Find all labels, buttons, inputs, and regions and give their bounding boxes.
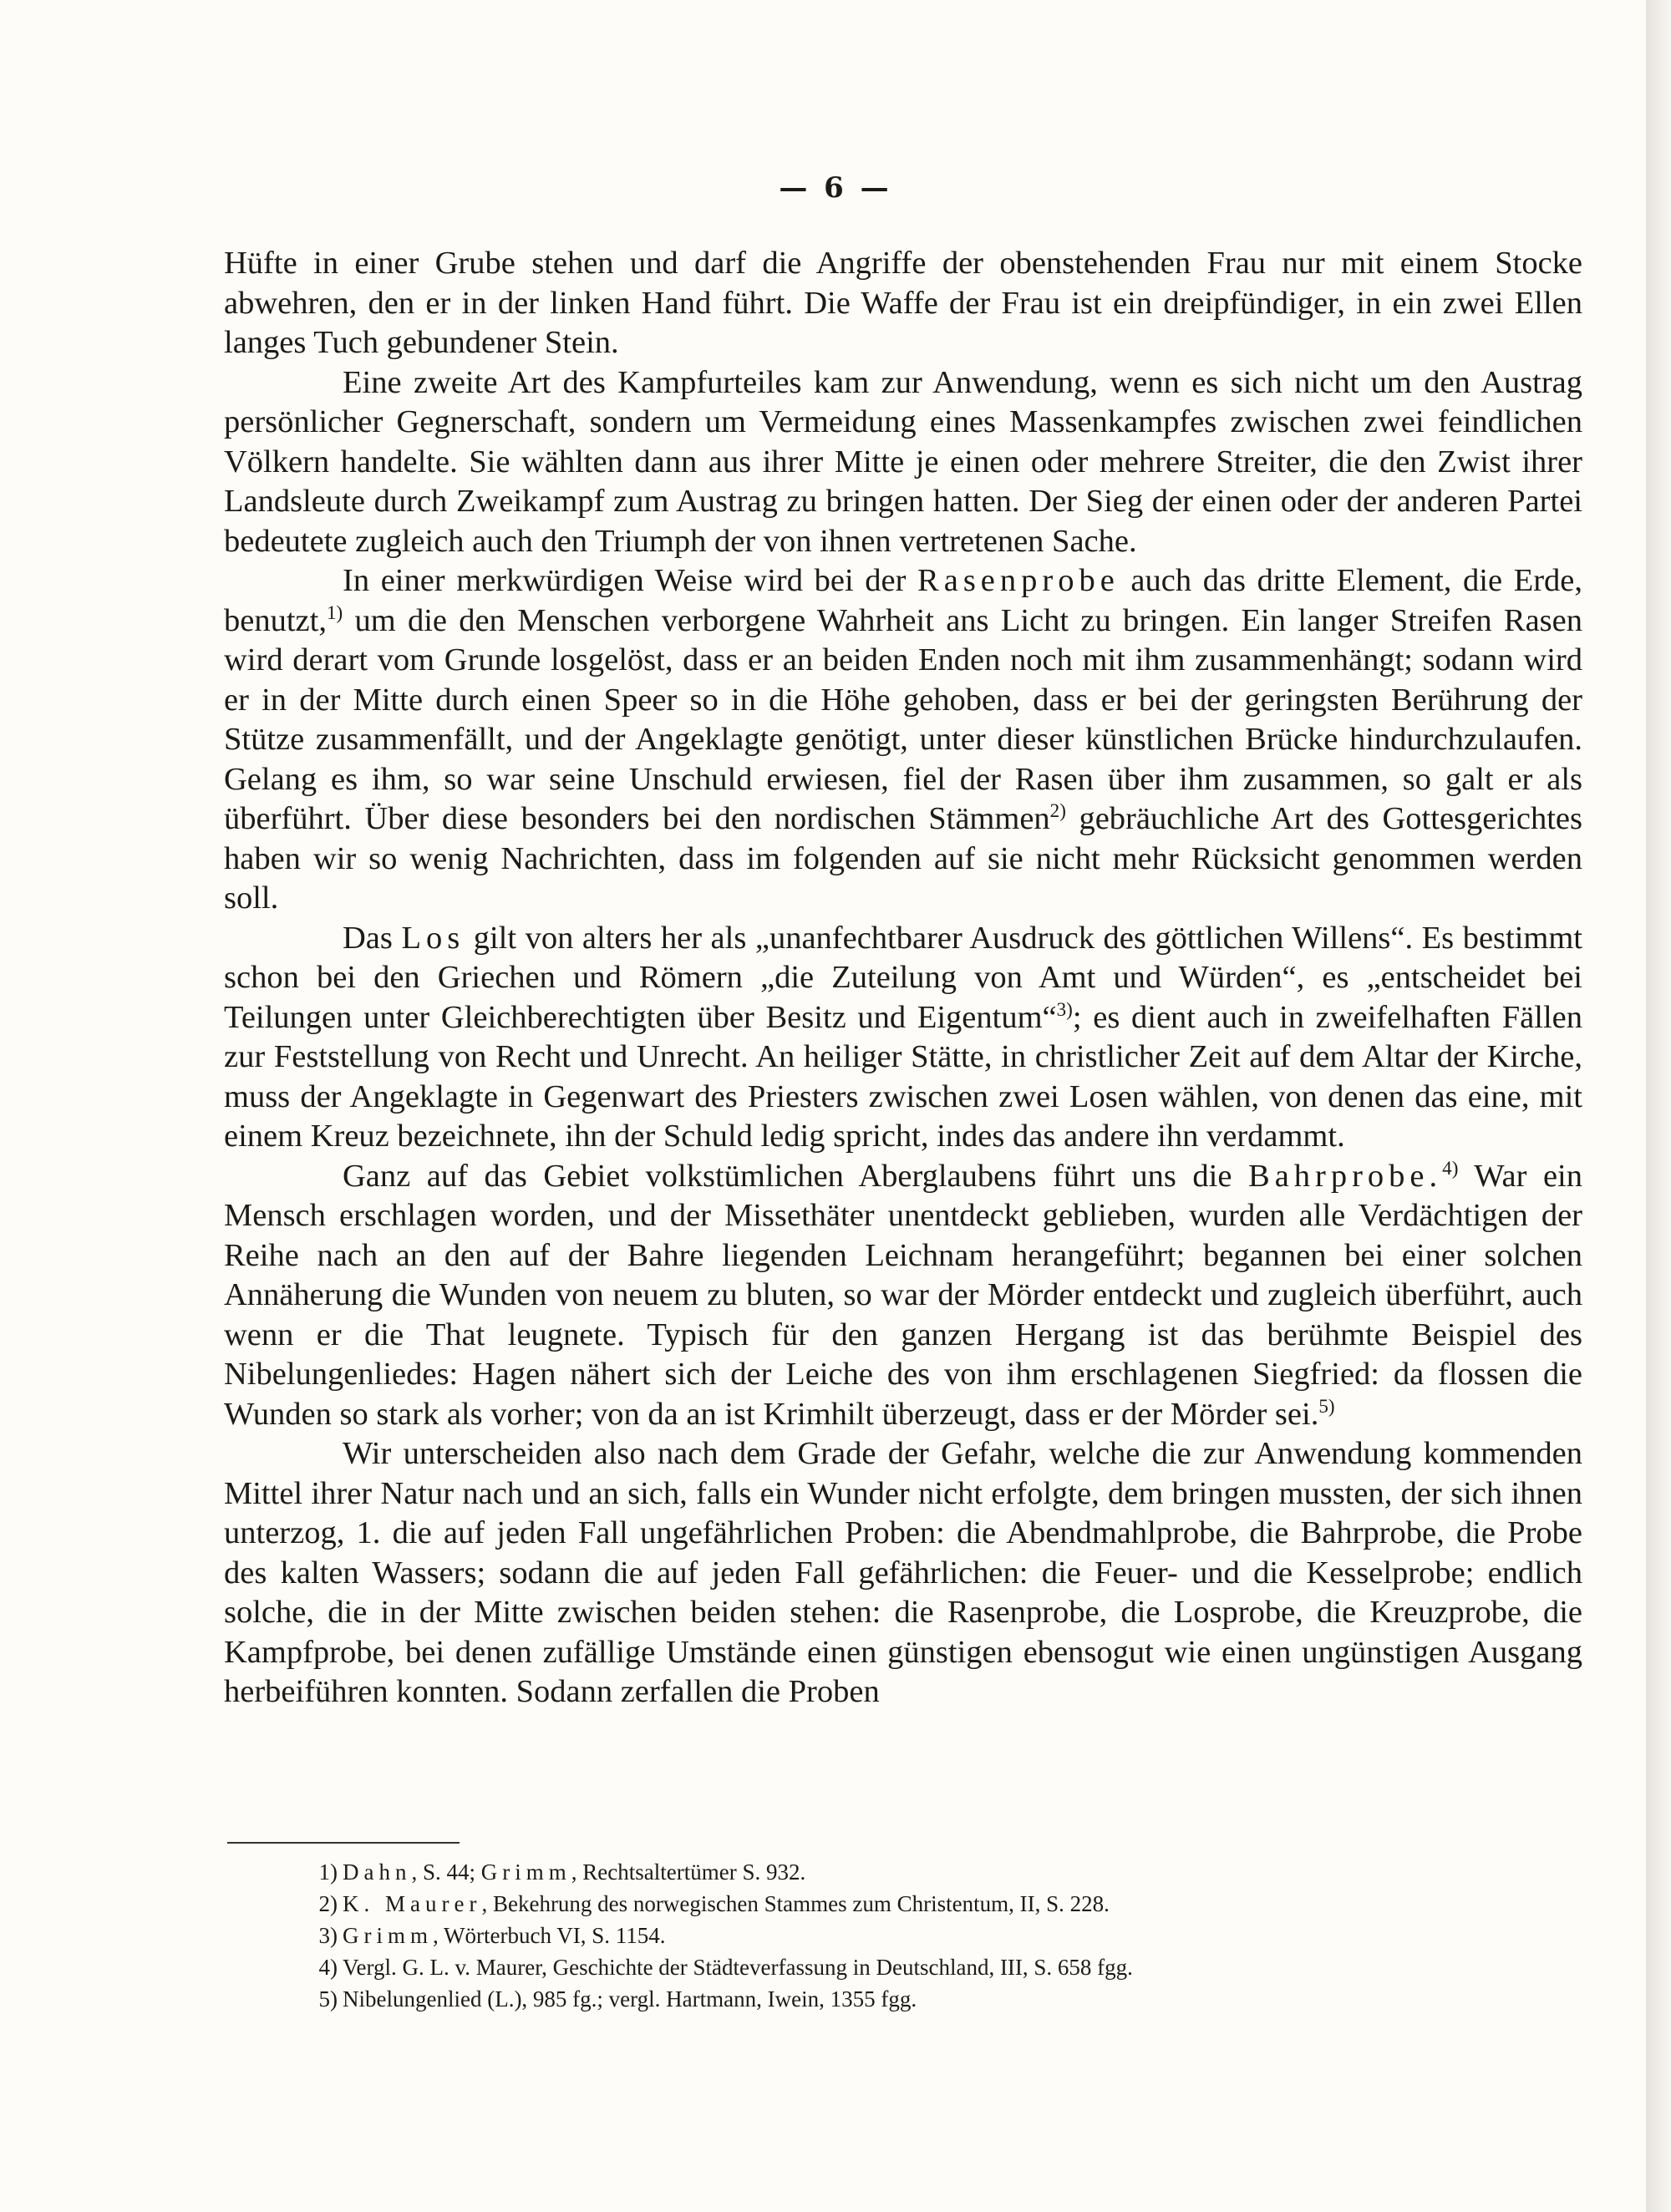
- text-run: ; es dient auch in zweifelhaften Fällen zur Feststellung von Recht und Unrecht. An heiliger Stätte, in christlicher Zeit auf dem Altar der Kirche, muss der Angeklagte in Gegenwart des Priesters zwischen zwei Losen wählen, von denen das eine, mit einem Kreuz bezeichnete, ihn der Schuld ledig spricht, indes das andere ihn verdammt.: [224, 999, 1582, 1154]
- text-run: Vergl. G. L. v. Maurer, Geschichte der Städteverfassung in Deutschland, III, S. 658 fgg.: [343, 1955, 1133, 1980]
- paragraph: [224, 1157, 1582, 1435]
- text-run: gilt von alters her als „unanfechtbarer Ausdruck des göttlichen Willens“. Es bestimmt schon bei den Griechen und Römern „die Zuteilung von Amt und Würden“, es „entscheidet bei Teilungen unter Gleichberechtigten über Besitz und Eigentum“: [224, 920, 1583, 1035]
- footnote: [307, 1983, 1394, 2015]
- emphasized-term: Dahn: [343, 1859, 412, 1885]
- paragraph: [224, 919, 1582, 1157]
- paragraph: [224, 244, 1582, 363]
- body-text: [224, 244, 1582, 1712]
- text-run: War ein Mensch erschlagen worden, und der Missethäter unentdeckt geblieben, wurden alle Verdächtigen der Reihe nach an den auf der Bahre liegenden Leichnam herangeführt; begannen bei einer solchen Annäherung die Wunden von neuem zu bluten, so war der Mörder entdeckt und zugleich überführt, auch wenn er die That leugnete. Typisch für den ganzen Hergang ist das berühmte Beispiel des Nibelungenliedes: Hagen nähert sich der Leiche des von ihm erschlagenen Siegfried: da flossen die Wunden so stark als vorher; von da an ist Krimhilt überzeugt, dass er der Mörder sei.: [224, 1158, 1582, 1432]
- emphasized-term: Grimm: [480, 1859, 571, 1885]
- paragraph: [224, 561, 1582, 919]
- text-run: Hüfte in einer Grube stehen und darf die Angriffe der obenstehenden Frau nur mit einem Stocke abwehren, den er in der linken Hand führt. Die Waffe der Frau ist ein dreipfündiger, in ein zwei Ellen langes Tuch gebundener Stein.: [224, 246, 1582, 360]
- text-run: Das: [343, 920, 402, 956]
- text-run: , Wörterbuch VI, S. 1154.: [433, 1923, 666, 1948]
- text-run: , Bekehrung des norwegischen Stammes zum Christentum, II, S. 228.: [481, 1891, 1110, 1916]
- footnote: [307, 1856, 1394, 1888]
- footnotes: [307, 1856, 1394, 2015]
- footnote-mark: 3): [318, 1923, 338, 1948]
- text-run: Nibelungenlied (L.), 985 fg.; vergl. Hartmann, Iwein, 1355 fgg.: [343, 1986, 917, 2012]
- footnote-mark: 5): [318, 1986, 338, 2012]
- emphasized-term: Bahrprobe.: [1248, 1158, 1443, 1194]
- page-number: — 6 —: [779, 171, 892, 205]
- footnote-reference: 3): [1056, 997, 1073, 1020]
- footnote-reference: 2): [1049, 799, 1066, 822]
- footnote-reference: 1): [326, 601, 343, 623]
- footnote: [307, 1951, 1394, 1983]
- footnote-mark: 4): [318, 1955, 338, 1980]
- footnote-reference: 4): [1442, 1156, 1459, 1179]
- footnote: [307, 1888, 1394, 1920]
- text-run: Eine zweite Art des Kampfurteiles kam zur Anwendung, wenn es sich nicht um den Austrag persönlicher Gegnerschaft, sondern um Vermeidung eines Massenkampfes zwischen zwei feindlichen Völkern handelte. Sie wählten dann aus ihrer Mitte je einen oder mehrere Streiter, die den Zwist ihrer Landsleute durch Zweikampf zum Austrag zu bringen hatten. Der Sieg der einen oder der anderen Partei bedeutete zugleich auch den Triumph der von ihnen vertretenen Sache.: [224, 364, 1582, 559]
- text-run: um die den Menschen verborgene Wahrheit ans Licht zu bringen. Ein langer Streifen Rasen wird derart vom Grunde losgelöst, dass er an beiden Enden noch mit ihm zusammenhängt; sodann wird er in der Mitte durch einen Speer so in die Höhe gehoben, dass er bei der geringsten Berührung der Stütze zusammenfällt, und der Angeklagte genötigt, unter dieser künstlichen Brücke hindurchzulaufen. Gelang es ihm, so war seine Unschuld erwiesen, fiel der Rasen über ihm zusammen, so galt er als überführt. Über diese besonders bei den nordischen Stämmen: [224, 602, 1582, 836]
- emphasized-term: Rasenprobe: [917, 563, 1120, 598]
- paragraph: [224, 1434, 1582, 1712]
- text-run: In einer merkwürdigen Weise wird bei der: [343, 563, 918, 598]
- text-run: , S. 44;: [411, 1859, 481, 1885]
- paragraph: [224, 363, 1582, 562]
- footnote-separator: [227, 1842, 460, 1844]
- emphasized-term: Grimm: [343, 1923, 433, 1948]
- text-run: auch das dritte Element, die Erde, benutzt,: [224, 563, 1582, 638]
- text-run: gebräuchliche Art des Gottesgerichtes haben wir so wenig Nachrichten, dass im folgenden auf sie nicht mehr Rücksicht genommen werden soll.: [224, 801, 1582, 916]
- emphasized-term: K. Maurer: [343, 1891, 482, 1916]
- footnote-mark: 2): [318, 1891, 338, 1916]
- text-run: Ganz auf das Gebiet volkstümlichen Aberglaubens führt uns die: [343, 1158, 1249, 1194]
- text-run: , Rechtsaltertümer S. 932.: [571, 1859, 806, 1885]
- footnote-reference: 5): [1318, 1394, 1335, 1417]
- footnote-mark: 1): [318, 1859, 338, 1885]
- footnote: [307, 1920, 1394, 1951]
- emphasized-term: Los: [401, 920, 465, 956]
- page-edge: [1646, 0, 1671, 2212]
- text-run: Wir unterscheiden also nach dem Grade der Gefahr, welche die zur Anwendung kommenden Mittel ihrer Natur nach und an sich, falls ein Wunder nicht erfolgte, dem bringen mussten, der sich ihnen unterzog, 1. die auf jeden Fall ungefährlichen Proben: die Abendmahlprobe, die Bahrprobe, die Probe des kalten Wassers; sodann die auf jeden Fall gefährlichen: die Feuer- und die Kesselprobe; endlich solche, die in der Mitte zwischen beiden stehen: die Rasenprobe, die Losprobe, die Kreuzprobe, die Kampfprobe, bei denen zufällige Umstände einen günstigen ebensogut wie einen ungünstigen Ausgang herbeiführen konnten. Sodann zerfallen die Proben: [224, 1436, 1582, 1709]
